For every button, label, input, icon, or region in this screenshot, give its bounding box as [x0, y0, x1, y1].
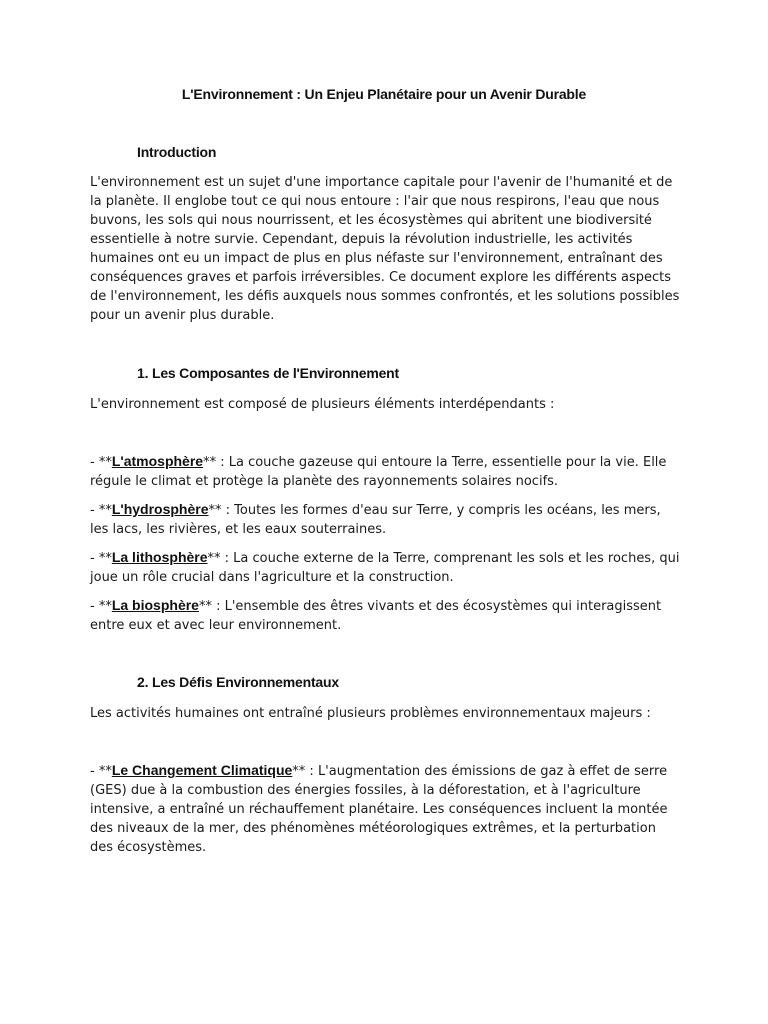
item-text: ** : L'augmentation des émissions de gaz à effet de serre (GES) due à la combustion des énergies fossiles, à la déforestation, et à l'agriculture intensive, a entraîné un réchauffement planétaire. Les conséquences incluent la montée des niveaux de la mer, des phénomènes météorologiques extrêmes, et la perturbation des écosystèmes.: [90, 764, 668, 855]
section1-heading: 1. Les Composantes de l'Environnement: [137, 365, 399, 381]
item-prefix: - **: [90, 599, 112, 614]
item-prefix: - **: [90, 764, 112, 779]
item-prefix: - **: [90, 503, 112, 518]
intro-heading: Introduction: [137, 144, 217, 160]
list-item-atmosphere: [90, 452, 680, 491]
document-title: L'Environnement : Un Enjeu Planétaire pour un Avenir Durable: [181, 86, 587, 102]
list-item-hydrosphere: [90, 500, 680, 539]
list-item-biosphere: [90, 596, 680, 635]
section2-lead: Les activités humaines ont entraîné plusieurs problèmes environnementaux majeurs :: [90, 706, 651, 721]
item-text: ** : La couche externe de la Terre, comprenant les sols et les roches, qui joue un rôle crucial dans l'agriculture et la construction.: [90, 551, 680, 585]
item-text: ** : La couche gazeuse qui entoure la Terre, essentielle pour la vie. Elle régule le climat et protège la planète des rayonnements solaires nocifs.: [90, 455, 667, 489]
item-term: La biosphère: [111, 597, 199, 613]
item-term: Le Changement Climatique: [111, 762, 293, 778]
item-text: ** : Toutes les formes d'eau sur Terre, y compris les océans, les mers, les lacs, les rivières, et les eaux souterraines.: [90, 503, 661, 537]
item-text: ** : L'ensemble des êtres vivants et des écosystèmes qui interagissent entre eux et avec leur environnement.: [90, 599, 662, 633]
item-term: La lithosphère: [111, 549, 208, 565]
section1-lead: L'environnement est composé de plusieurs éléments interdépendants :: [90, 397, 555, 412]
item-term: L'atmosphère: [111, 453, 204, 469]
list-item-climate-change: [90, 761, 680, 857]
item-prefix: - **: [90, 551, 112, 566]
section2-heading: 2. Les Défis Environnementaux: [137, 674, 339, 690]
list-item-lithosphere: [90, 548, 680, 587]
intro-paragraph: L'environnement est un sujet d'une importance capitale pour l'avenir de l'humanité et de la planète. Il englobe tout ce qui nous entoure : l'air que nous respirons, l'eau que nous buvons, les sols qui nous nourrissent, et les écosystèmes qui abritent une biodiversité essentielle à notre survie. Cependant, depuis la révolution industrielle, les activités humaines ont eu un impact de plus en plus néfaste sur l'environnement, entraînant des conséquences graves et parfois irréversibles. Ce document explore les différents aspects de l'environnement, les défis auxquels nous sommes confrontés, et les solutions possibles pour un avenir plus durable.: [90, 175, 680, 323]
item-term: L'hydrosphère: [111, 501, 209, 517]
item-prefix: - **: [90, 455, 112, 470]
